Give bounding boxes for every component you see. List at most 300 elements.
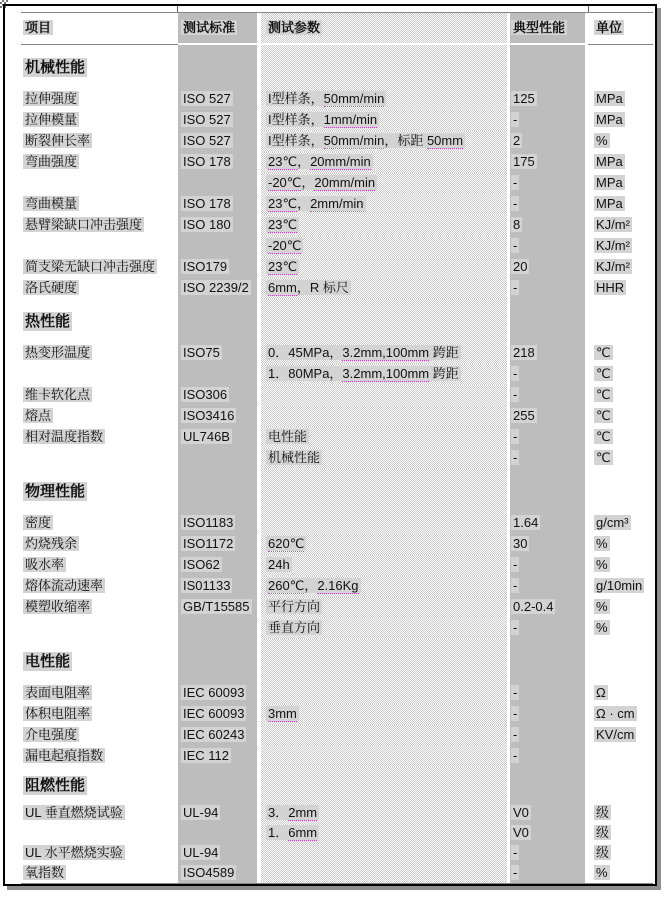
params-cell <box>261 863 510 883</box>
unit-cell <box>588 173 653 194</box>
table-row <box>21 555 653 576</box>
item-label-cell <box>21 427 178 448</box>
table-row <box>21 89 653 110</box>
unit-value: MPa <box>596 196 623 211</box>
item-label: 热变形温度 <box>25 345 91 360</box>
unit-cell <box>588 823 653 843</box>
item-label-cell <box>21 194 178 215</box>
standard-value: UL-94 <box>183 805 219 820</box>
item-label: UL 水平燃烧实验 <box>25 845 123 860</box>
standard-cell <box>178 803 261 823</box>
band-cell <box>261 639 510 683</box>
section-title: 电性能 <box>25 652 71 670</box>
item-label-cell <box>21 278 178 299</box>
standard-cell <box>178 704 261 725</box>
table-row <box>21 618 653 639</box>
typical-value: 1.64 <box>513 515 539 530</box>
standard-cell <box>178 278 261 299</box>
band-cell <box>588 469 653 513</box>
params-segment: ，R 标尺 <box>296 280 349 295</box>
band-cell <box>510 45 588 89</box>
unit-cell <box>588 385 653 406</box>
params-text <box>266 91 386 106</box>
typical-value-cell <box>510 863 588 883</box>
table-row <box>21 173 653 194</box>
standard-value: IEC 60093 <box>183 706 245 721</box>
standard-value: IEC 112 <box>183 748 230 763</box>
standard-cell <box>178 843 261 863</box>
section-title-cell <box>21 45 178 89</box>
typical-value: 255 <box>513 408 535 423</box>
params-text <box>266 133 465 148</box>
header-cell-item <box>21 13 178 45</box>
typical-value-cell <box>510 278 588 299</box>
table-row <box>21 364 653 385</box>
unit-cell <box>588 843 653 863</box>
unit-cell <box>588 236 653 257</box>
unit-value: ℃ <box>596 429 611 444</box>
header-label: 项目 <box>25 20 52 35</box>
band-cell <box>178 299 261 343</box>
standard-value: ISO 180 <box>183 217 231 232</box>
unit-value: 级 <box>596 825 610 840</box>
standard-value: IS01133 <box>183 578 231 593</box>
standard-value: ISO75 <box>183 345 220 360</box>
params-segment: 0．45MPa， <box>268 345 343 360</box>
params-segment: I型样条， <box>268 91 324 106</box>
standard-cell <box>178 746 261 767</box>
typical-value: - <box>513 620 518 635</box>
typical-value: - <box>513 175 518 190</box>
unit-value: KV/cm <box>596 727 635 742</box>
params-segment: 3． <box>268 805 289 820</box>
table-row <box>21 576 653 597</box>
params-segment: 20mm/min <box>310 154 371 169</box>
params-text <box>266 429 309 444</box>
item-label: 弯曲强度 <box>25 154 78 169</box>
properties-table <box>21 12 653 884</box>
table-row <box>21 257 653 278</box>
unit-value: % <box>596 536 608 551</box>
params-cell <box>261 746 510 767</box>
unit-cell <box>588 448 653 469</box>
params-segment: 23℃ <box>268 259 298 274</box>
table-row <box>21 406 653 427</box>
unit-cell <box>588 683 653 704</box>
header-cell-unit <box>588 13 653 45</box>
params-text <box>266 706 299 721</box>
standard-cell <box>178 215 261 236</box>
standard-value: UL746B <box>183 429 230 444</box>
table-row <box>21 236 653 257</box>
table-row <box>21 803 653 823</box>
params-segment: 2mm/min <box>310 196 364 211</box>
typical-value-cell <box>510 385 588 406</box>
item-label-cell <box>21 704 178 725</box>
table-row <box>21 513 653 534</box>
band-cell <box>178 469 261 513</box>
item-label-cell <box>21 843 178 863</box>
item-label: 洛氏硬度 <box>25 280 78 295</box>
params-cell <box>261 618 510 639</box>
params-text <box>266 112 379 127</box>
params-text <box>266 366 461 381</box>
unit-value: % <box>596 599 608 614</box>
params-cell <box>261 406 510 427</box>
params-text <box>266 280 351 295</box>
unit-value: g/cm³ <box>596 515 629 530</box>
typical-value-cell <box>510 683 588 704</box>
typical-value: - <box>513 748 518 763</box>
table-row <box>21 385 653 406</box>
typical-value: - <box>513 557 518 572</box>
unit-cell <box>588 131 653 152</box>
standard-cell <box>178 823 261 843</box>
item-label-cell <box>21 131 178 152</box>
unit-value: ℃ <box>596 366 611 381</box>
unit-value: 级 <box>596 845 610 860</box>
unit-cell <box>588 427 653 448</box>
typical-value: - <box>513 578 518 593</box>
unit-value: Ω <box>596 685 606 700</box>
typical-value-cell <box>510 725 588 746</box>
header-label: 测试参数 <box>268 20 321 35</box>
item-label-cell <box>21 725 178 746</box>
unit-cell <box>588 406 653 427</box>
params-cell <box>261 513 510 534</box>
unit-value: ℃ <box>596 450 611 465</box>
params-text <box>266 557 292 572</box>
params-cell <box>261 534 510 555</box>
params-cell <box>261 343 510 364</box>
params-segment: 1．80MPa， <box>268 366 343 381</box>
typical-value-cell <box>510 534 588 555</box>
table-row <box>21 278 653 299</box>
params-cell <box>261 576 510 597</box>
header-cell-standard <box>178 13 261 45</box>
params-segment: 2.16Kg <box>317 578 359 593</box>
typical-value: - <box>513 706 518 721</box>
unit-cell <box>588 89 653 110</box>
params-text <box>266 620 322 635</box>
section-title-cell <box>21 469 178 513</box>
unit-value: g/10min <box>596 578 643 593</box>
table-row <box>21 863 653 883</box>
typical-value-cell <box>510 131 588 152</box>
unit-value: % <box>596 620 608 635</box>
standard-cell <box>178 385 261 406</box>
typical-value-cell <box>510 89 588 110</box>
typical-value: 0.2-0.4 <box>513 599 554 614</box>
standard-cell <box>178 194 261 215</box>
typical-value-cell <box>510 746 588 767</box>
typical-value-cell <box>510 704 588 725</box>
typical-value: - <box>513 685 518 700</box>
params-cell <box>261 236 510 257</box>
unit-cell <box>588 746 653 767</box>
item-label: 氧指数 <box>25 865 65 880</box>
unit-cell <box>588 576 653 597</box>
band-cell <box>510 469 588 513</box>
item-label-cell <box>21 448 178 469</box>
params-segment: I型样条， <box>268 133 324 148</box>
standard-cell <box>178 131 261 152</box>
header-label: 测试标准 <box>183 20 236 35</box>
typical-value: - <box>513 429 518 444</box>
item-label-cell <box>21 257 178 278</box>
item-label-cell <box>21 823 178 843</box>
typical-value-cell <box>510 364 588 385</box>
typical-value-cell <box>510 576 588 597</box>
params-segment: 23℃ <box>268 196 298 211</box>
typical-value: - <box>513 727 518 742</box>
params-cell <box>261 597 510 618</box>
params-segment: 620℃ <box>268 536 305 551</box>
unit-cell <box>588 704 653 725</box>
table-section <box>21 469 653 639</box>
item-label: 拉伸模量 <box>25 112 78 127</box>
table-row <box>21 534 653 555</box>
params-segment: 50mm/min <box>323 133 385 148</box>
band-cell <box>510 767 588 803</box>
item-label: 维卡软化点 <box>25 387 91 402</box>
unit-value: ℃ <box>596 345 611 360</box>
standard-value: UL-94 <box>183 845 219 860</box>
params-segment: 3mm <box>268 706 297 721</box>
params-cell <box>261 131 510 152</box>
item-label: 灼烧残余 <box>25 536 78 551</box>
item-label-cell <box>21 597 178 618</box>
typical-value: - <box>513 450 518 465</box>
typical-value: 175 <box>513 154 535 169</box>
table-row <box>21 343 653 364</box>
standard-cell <box>178 555 261 576</box>
standard-value: ISO62 <box>183 557 220 572</box>
section-header-row <box>21 639 653 683</box>
params-segment: 50mm <box>426 133 464 148</box>
typical-value: 8 <box>513 217 521 232</box>
params-cell <box>261 257 510 278</box>
item-label: 悬臂梁缺口冲击强度 <box>25 217 143 232</box>
standard-value: ISO 527 <box>183 133 231 148</box>
unit-cell <box>588 618 653 639</box>
standard-cell <box>178 110 261 131</box>
typical-value-cell <box>510 618 588 639</box>
typical-value-cell <box>510 448 588 469</box>
params-segment: ， <box>297 196 311 211</box>
item-label: 断裂伸长率 <box>25 133 91 148</box>
typical-value-cell <box>510 823 588 843</box>
item-label-cell <box>21 110 178 131</box>
params-segment: 垂直方向 <box>268 620 321 635</box>
typical-value: 20 <box>513 259 528 274</box>
item-label: 介电强度 <box>25 727 78 742</box>
standard-cell <box>178 89 261 110</box>
standard-cell <box>178 534 261 555</box>
params-text <box>266 196 366 211</box>
params-cell <box>261 823 510 843</box>
standard-cell <box>178 257 261 278</box>
params-segment: 电性能 <box>268 429 308 444</box>
unit-cell <box>588 257 653 278</box>
unit-cell <box>588 215 653 236</box>
unit-value: MPa <box>596 91 623 106</box>
params-segment: -20℃ <box>268 238 302 253</box>
params-segment: ， <box>304 578 318 593</box>
params-text <box>266 345 461 360</box>
band-cell <box>261 299 510 343</box>
params-segment: 1． <box>268 825 289 840</box>
item-label-cell <box>21 173 178 194</box>
params-cell <box>261 555 510 576</box>
item-label-cell <box>21 236 178 257</box>
item-label-cell <box>21 555 178 576</box>
band-cell <box>261 767 510 803</box>
item-label-cell <box>21 89 178 110</box>
unit-cell <box>588 597 653 618</box>
section-title: 阻燃性能 <box>25 776 86 794</box>
typical-value-cell <box>510 236 588 257</box>
unit-value: KJ/m² <box>596 259 630 274</box>
table-section <box>21 299 653 469</box>
typical-value-cell <box>510 555 588 576</box>
params-segment: 20mm/min <box>314 175 376 190</box>
band-cell <box>178 767 261 803</box>
item-label-cell <box>21 803 178 823</box>
typical-value-cell <box>510 427 588 448</box>
table-row <box>21 597 653 618</box>
table-row <box>21 152 653 173</box>
params-cell <box>261 725 510 746</box>
item-label: 漏电起痕指数 <box>25 748 104 763</box>
section-header-row <box>21 299 653 343</box>
standard-value: ISO 2239/2 <box>183 280 249 295</box>
table-row <box>21 131 653 152</box>
band-cell <box>588 767 653 803</box>
header-label: 典型性能 <box>513 20 566 35</box>
params-cell <box>261 152 510 173</box>
table-row <box>21 746 653 767</box>
standard-cell <box>178 725 261 746</box>
unit-value: KJ/m² <box>596 217 630 232</box>
unit-value: MPa <box>596 112 623 127</box>
params-segment: 260℃ <box>268 578 305 593</box>
typical-value: 30 <box>513 536 528 551</box>
item-label-cell <box>21 343 178 364</box>
item-label: 熔体流动速率 <box>25 578 104 593</box>
params-cell <box>261 683 510 704</box>
typical-value: 218 <box>513 345 535 360</box>
standard-value: ISO306 <box>183 387 228 402</box>
item-label: 拉伸强度 <box>25 91 78 106</box>
params-segment: 跨距 <box>429 366 459 381</box>
standard-cell <box>178 448 261 469</box>
section-title-cell <box>21 767 178 803</box>
section-header-row <box>21 767 653 803</box>
standard-cell <box>178 406 261 427</box>
table-row <box>21 704 653 725</box>
typical-value: - <box>513 112 518 127</box>
params-cell <box>261 278 510 299</box>
item-label: 熔点 <box>25 408 52 423</box>
standard-value: ISO1172 <box>183 536 234 551</box>
standard-value: ISO3416 <box>183 408 235 423</box>
section-title-cell <box>21 299 178 343</box>
unit-value: ℃ <box>596 387 611 402</box>
standard-cell <box>178 427 261 448</box>
params-text <box>266 154 373 169</box>
typical-value: - <box>513 238 518 253</box>
unit-value: ℃ <box>596 408 611 423</box>
unit-cell <box>588 555 653 576</box>
unit-value: Ω · cm <box>596 706 635 721</box>
table-row <box>21 683 653 704</box>
unit-cell <box>588 152 653 173</box>
unit-cell <box>588 534 653 555</box>
unit-value: KJ/m² <box>596 238 630 253</box>
item-label: 密度 <box>25 515 52 530</box>
standard-cell <box>178 597 261 618</box>
unit-cell <box>588 725 653 746</box>
typical-value-cell <box>510 513 588 534</box>
unit-value: MPa <box>596 175 623 190</box>
band-cell <box>178 639 261 683</box>
params-segment: 1mm/min <box>323 112 378 127</box>
unit-value: HHR <box>596 280 625 295</box>
unit-value: 级 <box>596 805 610 820</box>
table-section <box>21 45 653 299</box>
table-row <box>21 215 653 236</box>
typical-value: 2 <box>513 133 521 148</box>
params-cell <box>261 215 510 236</box>
typical-value-cell <box>510 152 588 173</box>
item-label-cell <box>21 215 178 236</box>
unit-value: % <box>596 133 608 148</box>
band-cell <box>261 469 510 513</box>
standard-cell <box>178 236 261 257</box>
item-label-cell <box>21 746 178 767</box>
typical-value-cell <box>510 110 588 131</box>
typical-value-cell <box>510 257 588 278</box>
params-segment: 24h <box>268 557 290 572</box>
standard-value: IEC 60243 <box>183 727 245 742</box>
item-label: 表面电阻率 <box>25 685 91 700</box>
params-cell <box>261 194 510 215</box>
typical-value-cell <box>510 843 588 863</box>
typical-value: V0 <box>513 805 529 820</box>
item-label-cell <box>21 534 178 555</box>
item-label: 相对温度指数 <box>25 429 104 444</box>
item-label-cell <box>21 513 178 534</box>
header-cell-typical <box>510 13 588 45</box>
item-label: 吸水率 <box>25 557 65 572</box>
typical-value: - <box>513 865 518 880</box>
section-header-row <box>21 469 653 513</box>
params-segment: 6mm <box>288 825 318 840</box>
band-cell <box>588 45 653 89</box>
standard-value: ISO 527 <box>183 112 231 127</box>
typical-value: - <box>513 366 518 381</box>
standard-value: ISO 527 <box>183 91 231 106</box>
params-text <box>266 825 319 840</box>
item-label: 简支梁无缺口冲击强度 <box>25 259 156 274</box>
unit-cell <box>588 364 653 385</box>
typical-value-cell <box>510 215 588 236</box>
item-label-cell <box>21 618 178 639</box>
typical-value-cell <box>510 194 588 215</box>
item-label: 模塑收缩率 <box>25 599 91 614</box>
header-cell-params <box>261 13 510 45</box>
